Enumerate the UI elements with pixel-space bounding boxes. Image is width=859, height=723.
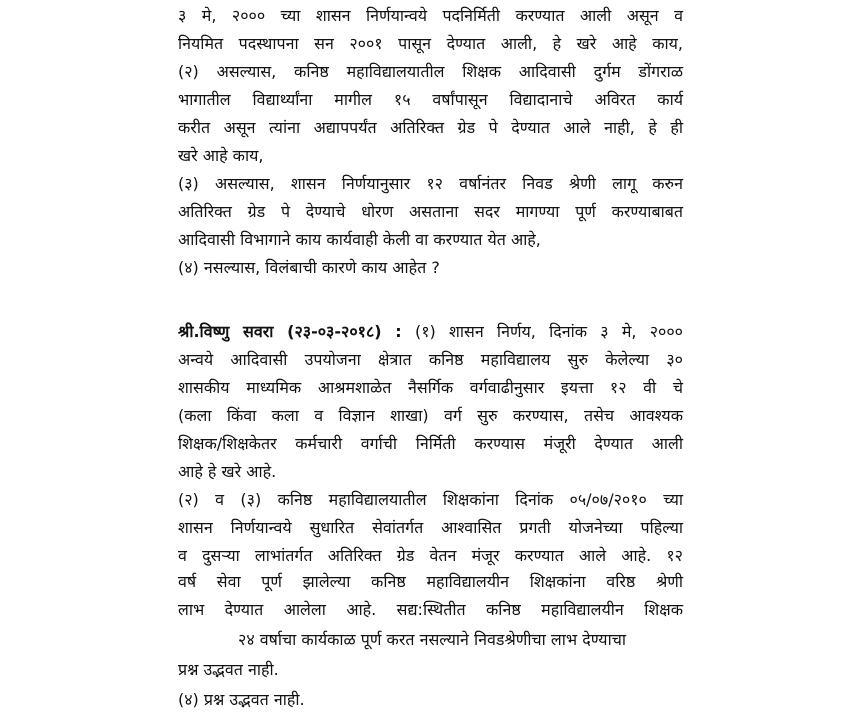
question-line-9: आदिवासी विभागाने काय कार्यवाही केली वा करण्यात येत आहे, — [178, 230, 541, 249]
answer-line-7: शासन निर्णयान्वये सुधारित सेवांतर्गत आश्वासित प्रगती योजनेच्या पहिल्या — [178, 518, 683, 537]
answer-line-3: (कला किंवा कला व विज्ञान शाखा) वर्ग सुरु करण्यास, तसेच आवश्यक — [178, 406, 683, 425]
answer-first-line — [178, 322, 683, 342]
answer-line-5: आहे हे खरे आहे. — [178, 462, 277, 481]
question-line-2: नियमित पदस्थापना सन २००१ पासून देण्यात आली, हे खरे आहे काय, — [178, 34, 683, 53]
answer-speaker: श्री.विष्णु सवरा (२३-०३-२०१८) : — [178, 322, 402, 341]
question-line-1: ३ मे, २००० च्या शासन निर्णयान्वये पदनिर्मिती करण्यात आली असून व — [178, 6, 683, 25]
question-line-6: खरे आहे काय, — [178, 146, 264, 165]
question-line-7: (३) असल्यास, शासन निर्णयानुसार १२ वर्षानंतर निवड श्रेणी लागू करुन — [178, 174, 683, 193]
answer-line-2: शासकीय माध्यमिक आश्रमशाळेत नैसर्गिक वर्गवाढीनुसार इयत्ता १२ वी चे — [178, 378, 683, 397]
answer-line-4: शिक्षक/शिक्षकेतर कर्मचारी वर्गाची निर्मिती करण्यास मंजूरी देण्यात आली — [178, 434, 683, 453]
answer-first-line-rest: (१) शासन निर्णय, दिनांक ३ मे, २००० — [401, 322, 683, 341]
answer-line-13: (४) प्रश्न उद्भवत नाही. — [178, 690, 305, 709]
answer-line-10: लाभ देण्यात आलेला आहे. सद्य:स्थितीत कनिष्ठ महाविद्यालयीन शिक्षक — [178, 600, 683, 619]
answer-line-6: (२) व (३) कनिष्ठ महाविद्यालयातील शिक्षकांना दिनांक ०५/०७/२०१० च्या — [178, 490, 683, 509]
question-line-5: करीत असून त्यांना अद्यापपर्यंत अतिरिक्त ग्रेड पे देण्यात आले नाही, हे ही — [178, 118, 683, 137]
question-line-10: (४) नसल्यास, विलंबाची कारणे काय आहेत ? — [178, 258, 440, 277]
question-line-8: अतिरिक्त ग्रेड पे देण्याचे धोरण असताना सदर मागण्या पूर्ण करण्याबाबत — [178, 202, 683, 221]
answer-line-9: वर्ष सेवा पूर्ण झालेल्या कनिष्ठ महाविद्यालयीन शिक्षकांना वरिष्ठ श्रेणी — [178, 572, 683, 591]
question-line-3: (२) असल्यास, कनिष्ठ महाविद्यालयातील शिक्षक आदिवासी दुर्गम डोंगराळ — [178, 62, 683, 81]
answer-line-11: २४ वर्षाचा कार्यकाळ पूर्ण करत नसल्याने निवडश्रेणीचा लाभ देण्याचा — [238, 630, 627, 649]
answer-line-8: व दुसऱ्या लाभांतर्गत अतिरिक्त ग्रेड वेतन मंजूर करण्यात आले आहे. १२ — [178, 546, 683, 565]
answer-line-1: अन्वये आदिवासी उपयोजना क्षेत्रात कनिष्ठ महाविद्यालय सुरु केलेल्या ३० — [178, 350, 683, 369]
answer-line-12: प्रश्न उद्भवत नाही. — [178, 660, 279, 679]
question-line-4: भागातील विद्यार्थ्यांना मागील १५ वर्षांपासून विद्यादानाचे अविरत कार्य — [178, 90, 683, 109]
